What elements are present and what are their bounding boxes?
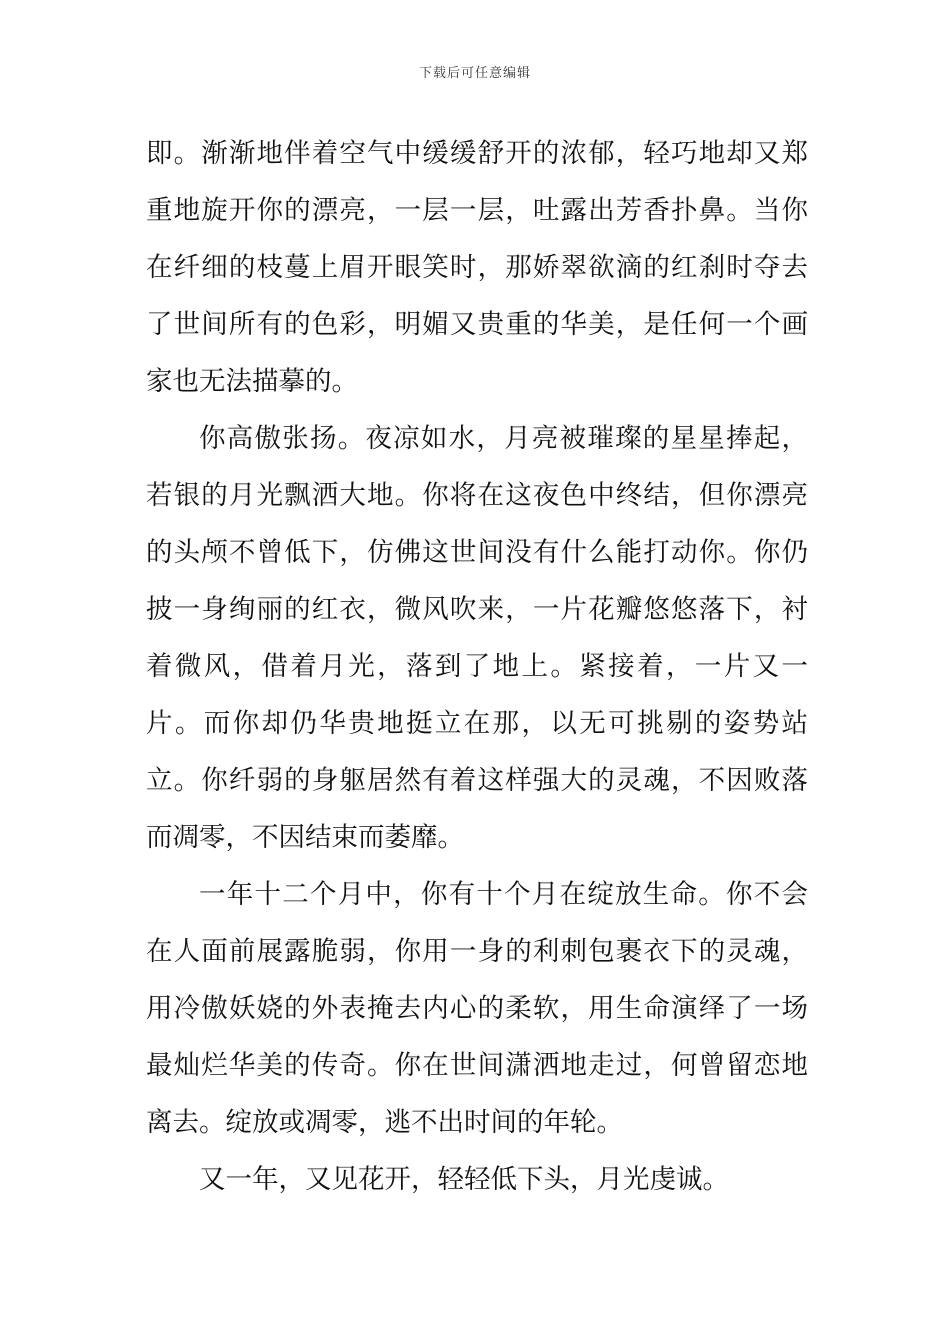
paragraph-1: 即。渐渐地伴着空气中缓缓舒开的浓郁，轻巧地却又郑重地旋开你的漂亮，一层一层，吐露出芳香扑鼻。当你在纤细的枝蔓上眉开眼笑时，那娇翠欲滴的红刹时夺去了世间所有的色彩，明媚又贵重的华美，是任何一个画家也无法描摹的。 (146, 138, 808, 397)
document-body (146, 125, 808, 1208)
paragraph-3: 一年十二个月中，你有十个月在绽放生命。你不会在人面前展露脆弱，你用一身的利刺包裹衣下的灵魂，用冷傲妖娆的外表掩去内心的柔软，用生命演绎了一场最灿烂华美的传奇。你在世间潇洒地走过，何曾留恋地离去。绽放或凋零，逃不出时间的年轮。 (146, 879, 808, 1138)
paragraph-2: 你高傲张扬。夜凉如水，月亮被璀璨的星星捧起，若银的月光飘洒大地。你将在这夜色中终结，但你漂亮的头颅不曾低下，仿佛这世间没有什么能打动你。你仍披一身绚丽的红衣，微风吹来，一片花瓣悠悠落下，衬着微风，借着月光，落到了地上。紧接着，一片又一片。而你却仍华贵地挺立在那，以无可挑剔的姿势站立。你纤弱的身躯居然有着这样强大的灵魂，不因败落而凋零，不因结束而萎靡。 (146, 423, 808, 853)
page-header: 下载后可任意编辑 (418, 66, 531, 81)
paragraph-4: 又一年，又见花开，轻轻低下头，月光虔诚。 (199, 1164, 729, 1195)
